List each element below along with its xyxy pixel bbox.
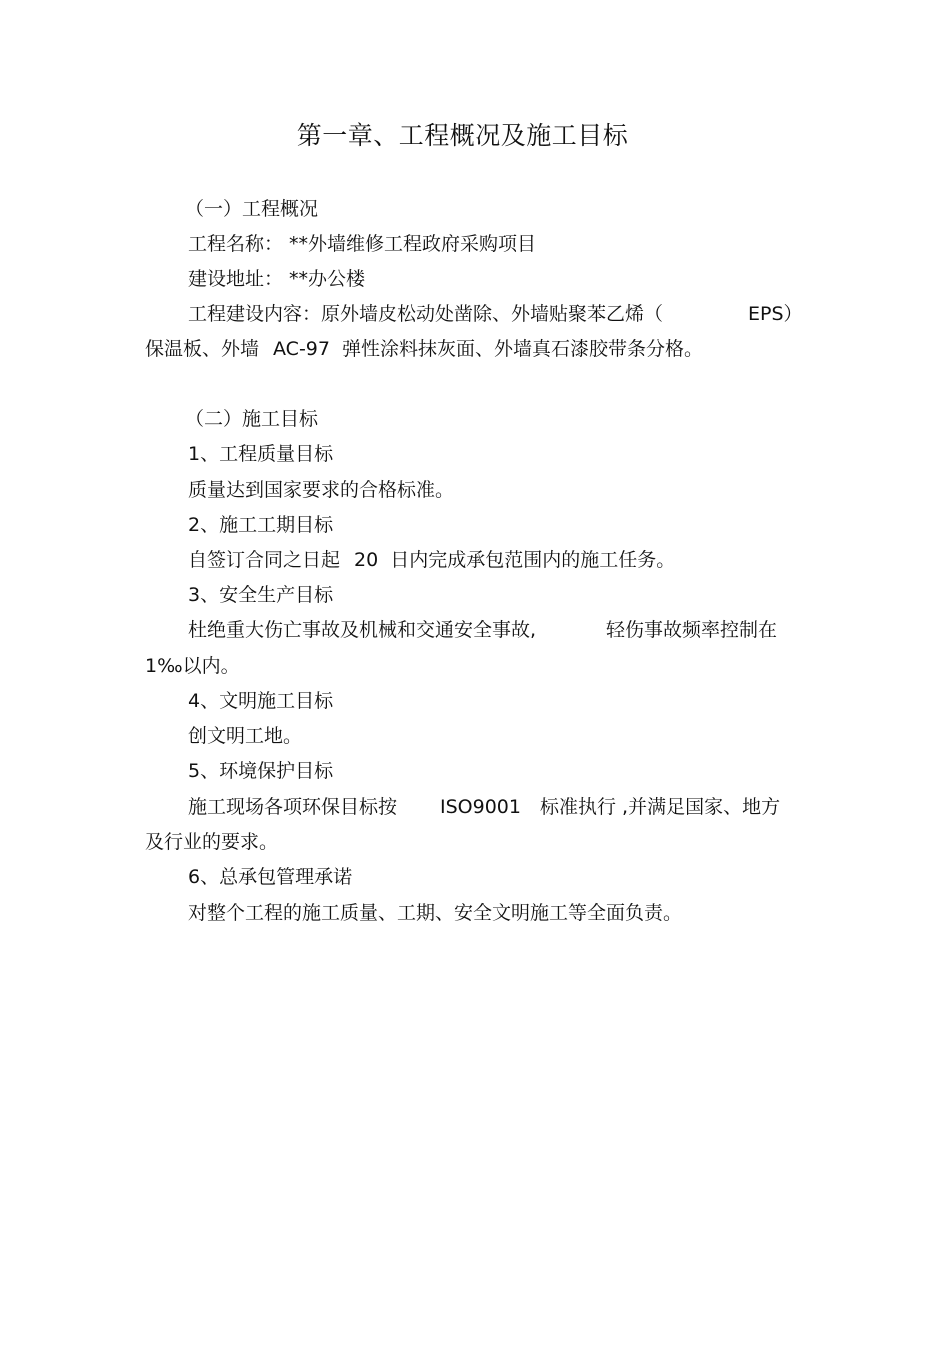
project-content-ac97: AC-97	[273, 338, 330, 360]
goal-environment-text-c: 标准执行 ,并满足国家、地方	[540, 796, 781, 818]
goal-quality-title: 1、工程质量目标	[188, 443, 334, 465]
goal-safety-text-c: 1‰以内。	[145, 655, 240, 677]
goal-contract-text: 对整个工程的施工质量、工期、安全文明施工等全面负责。	[188, 902, 683, 924]
goal-schedule-text-c: 日内完成承包范围内的施工任务。	[390, 549, 676, 571]
project-content-text-b: 保温板、外墙	[145, 338, 260, 360]
goal-environment-text-d: 及行业的要求。	[145, 831, 279, 853]
project-content-text-a: 工程建设内容：原外墙皮松动处凿除、外墙贴聚苯乙烯（	[188, 303, 664, 325]
goal-environment-text-a: 施工现场各项环保目标按	[188, 796, 398, 818]
goal-schedule-title: 2、施工工期目标	[188, 514, 334, 536]
goal-safety-text	[188, 617, 805, 643]
goal-safety-text-a: 杜绝重大伤亡事故及机械和交通安全事故,	[188, 619, 537, 641]
project-content-line-1	[188, 301, 805, 327]
project-content-line-2	[145, 336, 703, 362]
goal-safety-title: 3、安全生产目标	[188, 584, 334, 606]
goal-environment-iso: ISO9001	[440, 796, 521, 818]
goal-environment-title: 5、环境保护目标	[188, 760, 334, 782]
project-content-text-c: 弹性涂料抹灰面、外墙真石漆胶带条分格。	[341, 338, 703, 360]
project-content-eps: EPS）	[748, 303, 803, 325]
goal-civilized-title: 4、文明施工目标	[188, 690, 334, 712]
goal-schedule-text-a: 自签订合同之日起	[188, 549, 341, 571]
chapter-title: 第一章、工程概况及施工目标	[296, 121, 629, 150]
section-heading-overview: （一）工程概况	[185, 198, 319, 220]
project-name-line: 工程名称： **外墙维修工程政府采购项目	[188, 233, 537, 255]
section-heading-goals: （二）施工目标	[185, 408, 319, 430]
goal-quality-text: 质量达到国家要求的合格标准。	[188, 479, 455, 501]
goal-schedule-days: 20	[354, 549, 379, 571]
goal-civilized-text: 创文明工地。	[188, 725, 303, 747]
goal-safety-text-b: 轻伤事故频率控制在	[606, 619, 778, 641]
goal-contract-title: 6、总承包管理承诺	[188, 866, 353, 888]
goal-environment-text	[188, 794, 805, 820]
goal-schedule-text	[188, 547, 675, 573]
project-address-line: 建设地址： **办公楼	[188, 268, 366, 290]
